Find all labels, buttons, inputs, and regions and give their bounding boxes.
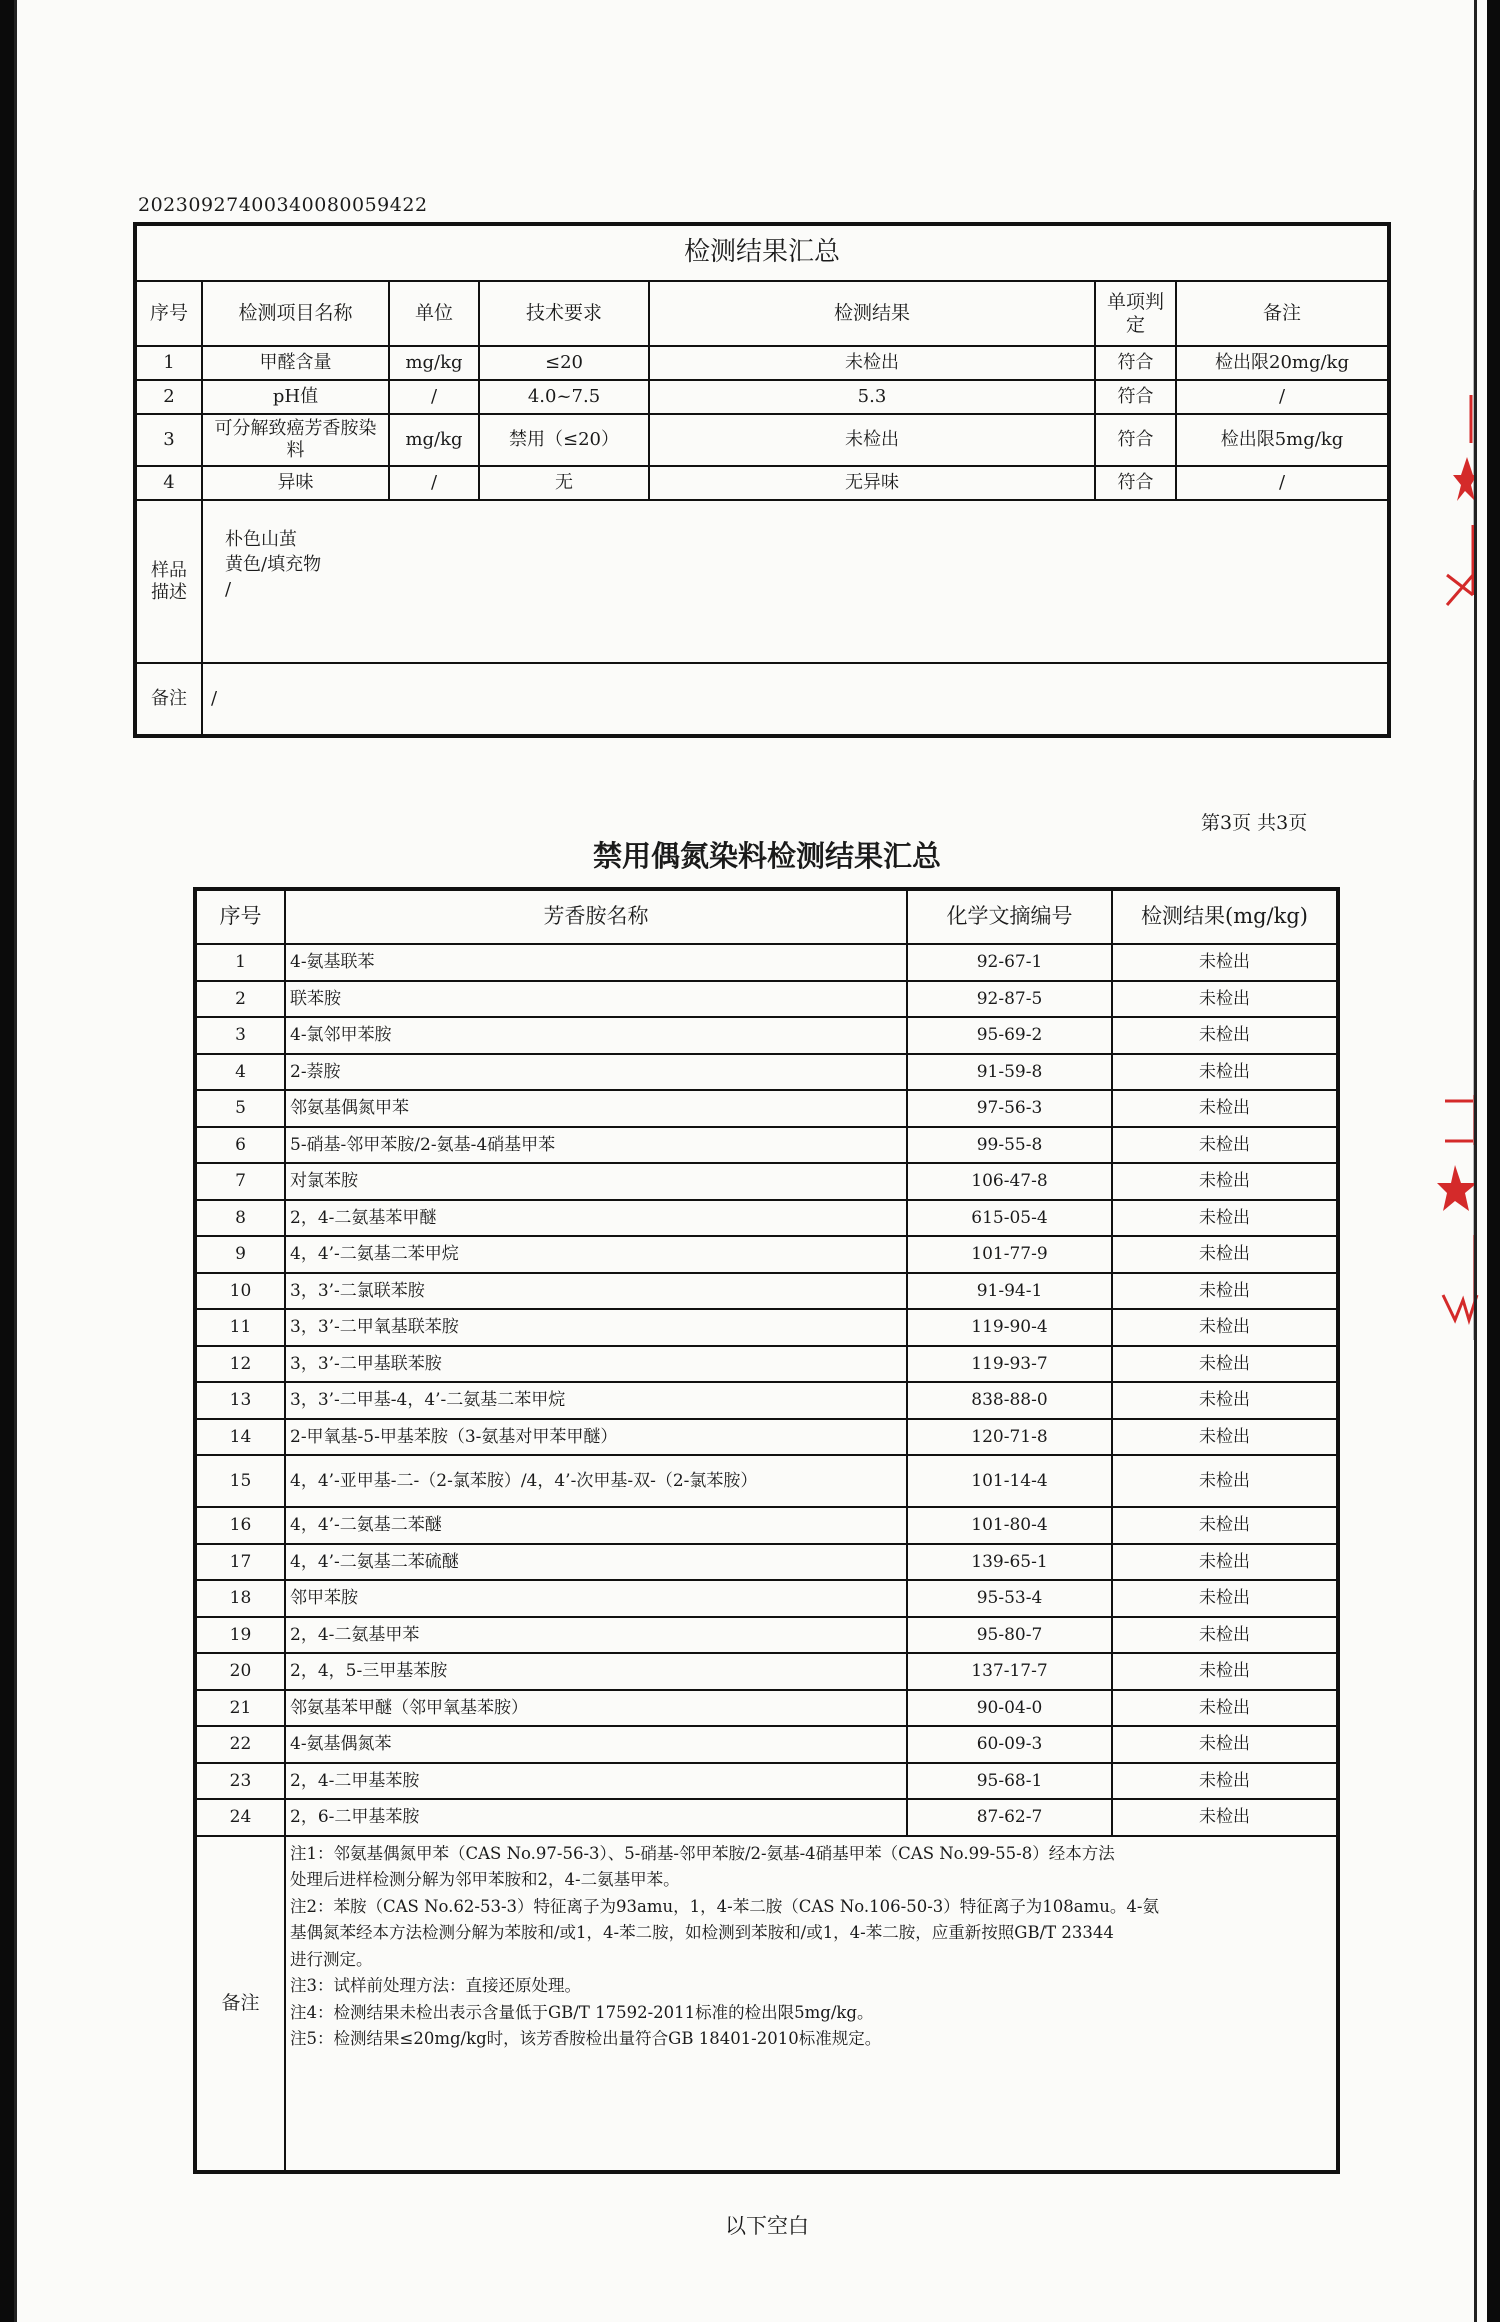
result: 未检出: [1112, 1544, 1338, 1581]
azo-row: [195, 1726, 1338, 1763]
amine-name: 邻氨基苯甲醚（邻甲氧基苯胺）: [285, 1690, 907, 1727]
azo-row: [195, 1090, 1338, 1127]
row-number: 21: [195, 1690, 285, 1727]
header-cell: 检测项目名称: [202, 281, 389, 346]
row-number: 7: [195, 1163, 285, 1200]
row-number: 23: [195, 1763, 285, 1800]
unit: mg/kg: [389, 414, 479, 466]
note-line: 注3：试样前处理方法：直接还原处理。: [290, 1976, 581, 1995]
notes-text: [285, 1836, 1338, 2172]
note-line: 注1：邻氨基偶氮甲苯（CAS No.97-56-3）、5-硝基-邻甲苯胺/2-氨基-4硝基甲苯（CAS No.99-55-8）经本方法: [290, 1843, 1115, 1863]
result: 未检出: [649, 414, 1095, 466]
item-name: 甲醛含量: [202, 346, 389, 380]
cas-number: 137-17-7: [907, 1653, 1112, 1690]
azo-row: [195, 1763, 1338, 1800]
seal-fragment: [1437, 395, 1477, 622]
cas-number: 90-04-0: [907, 1690, 1112, 1727]
result: 未检出: [1112, 1382, 1338, 1419]
remark-label: 备注: [135, 663, 202, 736]
azo-row: [195, 1653, 1338, 1690]
result: 未检出: [1112, 1419, 1338, 1456]
note-line: 注5：检测结果≤20mg/kg时，该芳香胺检出量符合GB 18401-2010标准规定。: [290, 2029, 882, 2048]
unit: /: [389, 466, 479, 500]
azo-row: [195, 981, 1338, 1018]
amine-name: 2，4-二氨基苯甲醚: [285, 1200, 907, 1237]
header-cell: 化学文摘编号: [907, 889, 1112, 944]
amine-name: 4，4’-二氨基二苯硫醚: [285, 1544, 907, 1581]
result: 未检出: [1112, 1127, 1338, 1164]
row-number: 22: [195, 1726, 285, 1763]
azo-row: [195, 1017, 1338, 1054]
row-number: 14: [195, 1419, 285, 1456]
azo-table: [193, 887, 1340, 2174]
requirement: 无: [479, 466, 649, 500]
azo-row: [195, 1544, 1338, 1581]
header-cell: 单项判定: [1095, 281, 1176, 346]
sample-description: [202, 500, 1389, 663]
sample-line: 朴色山茧: [225, 529, 297, 550]
row-number: 19: [195, 1617, 285, 1654]
cas-number: 106-47-8: [907, 1163, 1112, 1200]
unit: mg/kg: [389, 346, 479, 380]
amine-name: 2，4-二甲基苯胺: [285, 1763, 907, 1800]
result: 未检出: [1112, 1726, 1338, 1763]
seal-fragment: [1435, 1095, 1479, 1329]
azo-row: [195, 1127, 1338, 1164]
note: /: [1176, 380, 1389, 414]
azo-row: [195, 1617, 1338, 1654]
cas-number: 101-77-9: [907, 1236, 1112, 1273]
cas-number: 838-88-0: [907, 1382, 1112, 1419]
row-number: 12: [195, 1346, 285, 1383]
result: 未检出: [1112, 1507, 1338, 1544]
amine-name: 4，4’-二氨基二苯甲烷: [285, 1236, 907, 1273]
result: 未检出: [1112, 1273, 1338, 1310]
azo-row: [195, 1382, 1338, 1419]
azo-row: [195, 1690, 1338, 1727]
row-number: 11: [195, 1309, 285, 1346]
azo-row: [195, 1054, 1338, 1091]
azo-row: [195, 944, 1338, 981]
azo-row: [195, 1799, 1338, 1836]
judgement: 符合: [1095, 380, 1176, 414]
remark-value: /: [202, 663, 1389, 736]
result: 未检出: [1112, 1580, 1338, 1617]
azo-notes-row: [195, 1836, 1338, 2172]
result: 未检出: [1112, 1236, 1338, 1273]
row-number: 3: [195, 1017, 285, 1054]
summary-title: 检测结果汇总: [135, 224, 1389, 281]
cas-number: 91-94-1: [907, 1273, 1112, 1310]
row-number: 1: [135, 346, 202, 380]
page-edge: [1474, 0, 1477, 2322]
amine-name: 3，3’-二甲基联苯胺: [285, 1346, 907, 1383]
azo-row: [195, 1455, 1338, 1507]
amine-name: 2，4，5-三甲基苯胺: [285, 1653, 907, 1690]
sample-label: 样品描述: [135, 500, 202, 663]
note: /: [1176, 466, 1389, 500]
requirement: 禁用（≤20）: [479, 414, 649, 466]
cas-number: 92-87-5: [907, 981, 1112, 1018]
amine-name: 3，3’-二甲基-4，4’-二氨基二苯甲烷: [285, 1382, 907, 1419]
cas-number: 95-53-4: [907, 1580, 1112, 1617]
row-number: 10: [195, 1273, 285, 1310]
row-number: 2: [135, 380, 202, 414]
azo-table-title: 禁用偶氮染料检测结果汇总: [592, 839, 941, 873]
note-line: 基偶氮苯经本方法检测分解为苯胺和/或1，4-苯二胺，如检测到苯胺和/或1，4-苯二胺，应重新按照GB/T 23344: [290, 1923, 1114, 1942]
summary-header-row: [135, 281, 1389, 346]
result: 未检出: [1112, 1309, 1338, 1346]
row-number: 4: [135, 466, 202, 500]
sample-line: 黄色/填充物: [225, 554, 322, 575]
cas-number: 95-80-7: [907, 1617, 1112, 1654]
row-number: 15: [195, 1455, 285, 1507]
azo-row: [195, 1273, 1338, 1310]
requirement: 4.0~7.5: [479, 380, 649, 414]
azo-row: [195, 1200, 1338, 1237]
cas-number: 101-14-4: [907, 1455, 1112, 1507]
azo-row: [195, 1507, 1338, 1544]
result: 未检出: [1112, 1690, 1338, 1727]
header-cell: 备注: [1176, 281, 1389, 346]
amine-name: 4，4’-二氨基二苯醚: [285, 1507, 907, 1544]
amine-name: 邻氨基偶氮甲苯: [285, 1090, 907, 1127]
cas-number: 95-69-2: [907, 1017, 1112, 1054]
result: 未检出: [1112, 1346, 1338, 1383]
amine-name: 3，3’-二氯联苯胺: [285, 1273, 907, 1310]
result: 未检出: [1112, 1054, 1338, 1091]
seal-star-icon: [1437, 395, 1477, 615]
row-number: 3: [135, 414, 202, 466]
row-number: 2: [195, 981, 285, 1018]
end-blank-text: 以下空白: [725, 2214, 809, 2238]
cas-number: 87-62-7: [907, 1799, 1112, 1836]
result: 未检出: [1112, 1763, 1338, 1800]
summary-row: [135, 380, 1389, 414]
row-number: 13: [195, 1382, 285, 1419]
requirement: ≤20: [479, 346, 649, 380]
cas-number: 60-09-3: [907, 1726, 1112, 1763]
note-line: 注4：检测结果未检出表示含量低于GB/T 17592-2011标准的检出限5mg/kg。: [290, 2002, 874, 2022]
azo-row: [195, 1309, 1338, 1346]
item-name: pH值: [202, 380, 389, 414]
row-number: 16: [195, 1507, 285, 1544]
azo-row: [195, 1580, 1338, 1617]
header-cell: 序号: [195, 889, 285, 944]
row-number: 18: [195, 1580, 285, 1617]
cas-number: 101-80-4: [907, 1507, 1112, 1544]
amine-name: 4-氨基联苯: [285, 944, 907, 981]
result: 未检出: [649, 346, 1095, 380]
amine-name: 邻甲苯胺: [285, 1580, 907, 1617]
header-cell: 检测结果: [649, 281, 1095, 346]
result: 未检出: [1112, 1617, 1338, 1654]
cas-number: 119-90-4: [907, 1309, 1112, 1346]
notes-label: 备注: [195, 1836, 285, 2172]
cas-number: 95-68-1: [907, 1763, 1112, 1800]
row-number: 1: [195, 944, 285, 981]
unit: /: [389, 380, 479, 414]
summary-remark-row: [135, 663, 1389, 736]
summary-row: [135, 414, 1389, 466]
sample-line: /: [225, 579, 232, 600]
result: 未检出: [1112, 1163, 1338, 1200]
amine-name: 4，4’-亚甲基-二-（2-氯苯胺）/4，4’-次甲基-双-（2-氯苯胺）: [285, 1455, 907, 1507]
note: 检出限5mg/kg: [1176, 414, 1389, 466]
summary-row: [135, 466, 1389, 500]
result: 5.3: [649, 380, 1095, 414]
amine-name: 联苯胺: [285, 981, 907, 1018]
row-number: 24: [195, 1799, 285, 1836]
amine-name: 2，6-二甲基苯胺: [285, 1799, 907, 1836]
cas-number: 97-56-3: [907, 1090, 1112, 1127]
amine-name: 2-萘胺: [285, 1054, 907, 1091]
cas-number: 92-67-1: [907, 944, 1112, 981]
azo-row: [195, 1419, 1338, 1456]
cas-number: 99-55-8: [907, 1127, 1112, 1164]
summary-table: [133, 222, 1391, 738]
result: 无异味: [649, 466, 1095, 500]
report-page: [14, 0, 1487, 2322]
judgement: 符合: [1095, 346, 1176, 380]
amine-name: 对氯苯胺: [285, 1163, 907, 1200]
result: 未检出: [1112, 1799, 1338, 1836]
azo-row: [195, 1236, 1338, 1273]
header-cell: 序号: [135, 281, 202, 346]
header-cell: 单位: [389, 281, 479, 346]
header-cell: 检测结果(mg/kg): [1112, 889, 1338, 944]
result: 未检出: [1112, 944, 1338, 981]
cas-number: 139-65-1: [907, 1544, 1112, 1581]
row-number: 20: [195, 1653, 285, 1690]
result: 未检出: [1112, 1653, 1338, 1690]
header-cell: 技术要求: [479, 281, 649, 346]
amine-name: 4-氯邻甲苯胺: [285, 1017, 907, 1054]
row-number: 9: [195, 1236, 285, 1273]
summary-row: [135, 346, 1389, 380]
item-name: 异味: [202, 466, 389, 500]
result: 未检出: [1112, 981, 1338, 1018]
azo-header-row: [195, 889, 1338, 944]
page-number: 第3页 共3页: [1201, 812, 1308, 834]
seal-star-icon: [1435, 1095, 1479, 1325]
item-name: 可分解致癌芳香胺染料: [202, 414, 389, 466]
judgement: 符合: [1095, 414, 1176, 466]
cas-number: 120-71-8: [907, 1419, 1112, 1456]
header-cell: 芳香胺名称: [285, 889, 907, 944]
azo-row: [195, 1346, 1338, 1383]
note-line: 注2：苯胺（CAS No.62-53-3）特征离子为93amu，1，4-苯二胺（CAS No.106-50-3）特征离子为108amu。4-氨: [290, 1896, 1159, 1916]
row-number: 5: [195, 1090, 285, 1127]
amine-name: 2，4-二氨基甲苯: [285, 1617, 907, 1654]
cas-number: 91-59-8: [907, 1054, 1112, 1091]
note: 检出限20mg/kg: [1176, 346, 1389, 380]
row-number: 6: [195, 1127, 285, 1164]
note-line: 进行测定。: [290, 1949, 373, 1969]
result: 未检出: [1112, 1455, 1338, 1507]
judgement: 符合: [1095, 466, 1176, 500]
row-number: 4: [195, 1054, 285, 1091]
report-number: 20230927400340080059422: [138, 194, 428, 216]
result: 未检出: [1112, 1017, 1338, 1054]
result: 未检出: [1112, 1090, 1338, 1127]
amine-name: 5-硝基-邻甲苯胺/2-氨基-4硝基甲苯: [285, 1127, 907, 1164]
azo-row: [195, 1163, 1338, 1200]
amine-name: 4-氨基偶氮苯: [285, 1726, 907, 1763]
result: 未检出: [1112, 1200, 1338, 1237]
amine-name: 3，3’-二甲氧基联苯胺: [285, 1309, 907, 1346]
amine-name: 2-甲氧基-5-甲基苯胺（3-氨基对甲苯甲醚）: [285, 1419, 907, 1456]
sample-description-row: [135, 500, 1389, 663]
cas-number: 119-93-7: [907, 1346, 1112, 1383]
row-number: 8: [195, 1200, 285, 1237]
note-line: 处理后进样检测分解为邻甲苯胺和2，4-二氨基甲苯。: [290, 1870, 680, 1889]
cas-number: 615-05-4: [907, 1200, 1112, 1237]
row-number: 17: [195, 1544, 285, 1581]
